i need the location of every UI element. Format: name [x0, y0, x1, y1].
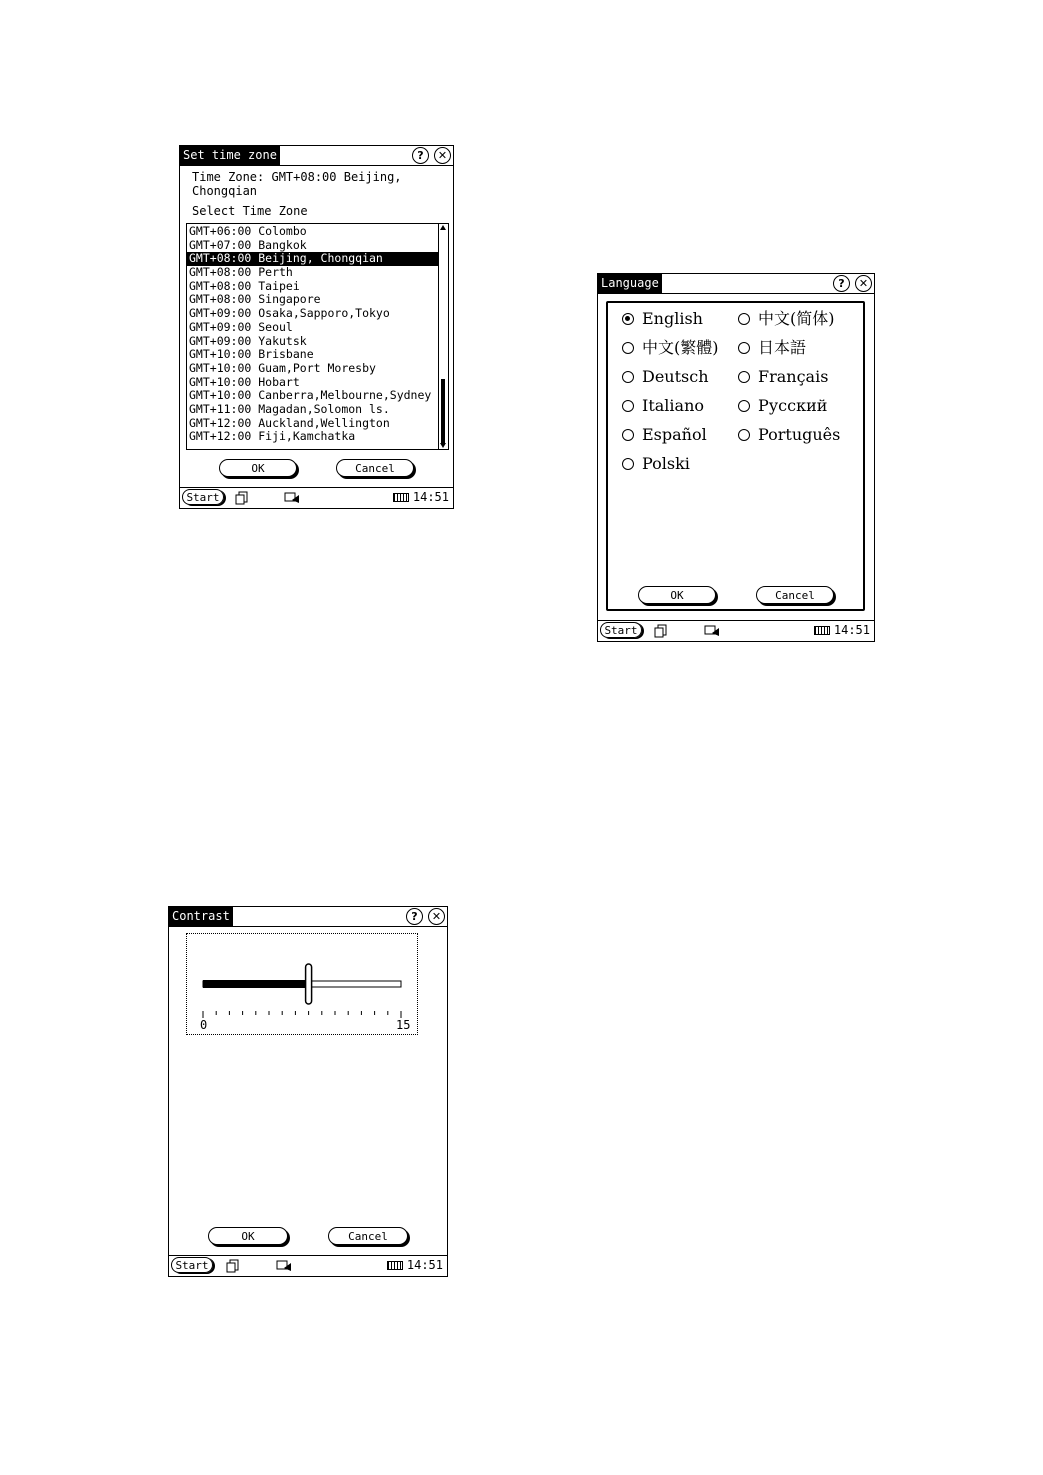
language-label: Italiano — [642, 396, 704, 415]
titlebar — [169, 907, 447, 927]
connection-icon[interactable] — [276, 1259, 292, 1273]
taskbar — [180, 487, 453, 508]
window-title: Language — [598, 274, 662, 293]
cancel-button[interactable]: Cancel — [756, 586, 834, 604]
scrollbar[interactable] — [438, 224, 448, 449]
contrast-slider[interactable] — [187, 934, 417, 1034]
start-button[interactable]: Start — [600, 622, 642, 638]
language-label: Русский — [758, 396, 828, 415]
taskbar — [169, 1255, 447, 1276]
contrast-window — [168, 906, 448, 1277]
language-option[interactable] — [738, 394, 827, 418]
clock[interactable]: 14:51 — [833, 623, 870, 637]
contrast-panel — [186, 933, 418, 1035]
task-switch-icon[interactable] — [226, 1259, 240, 1273]
timezone-list-item[interactable]: GMT+08:00 Taipei — [189, 278, 300, 293]
timezone-window — [179, 145, 454, 509]
radio-button[interactable] — [738, 342, 750, 354]
language-option[interactable] — [738, 365, 828, 389]
timezone-list-item[interactable]: GMT+10:00 Hobart — [189, 374, 300, 389]
help-icon[interactable]: ? — [833, 275, 850, 292]
timezone-list-item[interactable]: GMT+12:00 Auckland,Wellington — [189, 415, 390, 430]
slider-min-label: 0 — [200, 1018, 208, 1032]
timezone-list-item[interactable]: GMT+09:00 Osaka,Sapporo,Tokyo — [189, 306, 390, 321]
language-option[interactable] — [738, 336, 806, 360]
timezone-list-item[interactable]: GMT+08:00 Singapore — [189, 292, 321, 307]
timezone-list-item[interactable]: GMT+10:00 Canberra,Melbourne,Sydney — [189, 388, 432, 403]
current-timezone-label: Time Zone: GMT+08:00 Beijing, Chongqian — [192, 170, 402, 198]
timezone-list-item[interactable]: GMT+10:00 Guam,Port Moresby — [189, 360, 376, 375]
keyboard-icon[interactable] — [393, 493, 409, 502]
scroll-thumb[interactable] — [441, 379, 445, 444]
keyboard-icon[interactable] — [387, 1261, 403, 1270]
radio-button[interactable] — [622, 458, 634, 470]
language-label: 中文(简体) — [758, 309, 835, 328]
radio-button[interactable] — [738, 429, 750, 441]
connection-icon[interactable] — [284, 491, 300, 505]
language-label: Deutsch — [642, 367, 709, 386]
close-icon[interactable]: ✕ — [434, 147, 451, 164]
clock[interactable]: 14:51 — [412, 490, 449, 504]
radio-button[interactable] — [738, 313, 750, 325]
clock[interactable]: 14:51 — [406, 1258, 443, 1272]
language-option[interactable] — [622, 452, 690, 476]
close-icon[interactable]: ✕ — [855, 275, 872, 292]
cancel-button[interactable]: Cancel — [336, 459, 414, 477]
language-option[interactable] — [738, 423, 840, 447]
timezone-list-item[interactable]: GMT+11:00 Magadan,Solomon ls. — [189, 401, 390, 416]
timezone-list-item[interactable]: GMT+07:00 Bangkok — [189, 237, 307, 252]
titlebar — [598, 274, 874, 294]
timezone-list[interactable] — [186, 223, 449, 450]
language-option[interactable] — [622, 307, 703, 331]
connection-icon[interactable] — [704, 624, 720, 638]
timezone-list-item[interactable]: GMT+10:00 Brisbane — [189, 347, 314, 362]
radio-button[interactable] — [622, 400, 634, 412]
scroll-down-arrow-icon[interactable] — [440, 443, 446, 448]
help-icon[interactable]: ? — [412, 147, 429, 164]
scroll-up-arrow-icon[interactable] — [440, 225, 446, 230]
radio-button[interactable] — [738, 400, 750, 412]
timezone-list-item[interactable]: GMT+09:00 Yakutsk — [189, 333, 307, 348]
cancel-button[interactable]: Cancel — [328, 1227, 408, 1245]
language-label: Español — [642, 425, 707, 444]
language-label: 中文(繁體) — [642, 338, 719, 357]
slider-fill — [203, 980, 309, 988]
language-label: 日本語 — [758, 338, 807, 357]
timezone-list-item[interactable]: GMT+08:00 Perth — [189, 265, 293, 280]
window-title: Contrast — [169, 907, 233, 926]
close-icon[interactable]: ✕ — [428, 908, 445, 925]
language-window — [597, 273, 875, 642]
ok-button[interactable]: OK — [219, 459, 297, 477]
language-label: Polski — [642, 454, 690, 473]
timezone-list-item[interactable]: GMT+08:00 Beijing, Chongqian — [187, 252, 438, 266]
slider-thumb[interactable] — [306, 964, 312, 1004]
timezone-list-item[interactable]: GMT+06:00 Colombo — [189, 224, 307, 238]
ok-button[interactable]: OK — [638, 586, 716, 604]
task-switch-icon[interactable] — [654, 624, 668, 638]
language-label: English — [642, 309, 703, 328]
task-switch-icon[interactable] — [235, 491, 249, 505]
radio-button[interactable] — [622, 429, 634, 441]
radio-button[interactable] — [622, 342, 634, 354]
select-timezone-label: Select Time Zone — [192, 204, 308, 218]
start-button[interactable]: Start — [182, 489, 224, 505]
radio-button[interactable] — [622, 371, 634, 383]
language-label: Français — [758, 367, 829, 386]
window-title: Set time zone — [180, 146, 280, 165]
radio-button[interactable] — [738, 371, 750, 383]
timezone-list-item[interactable]: GMT+09:00 Seoul — [189, 319, 293, 334]
radio-button[interactable] — [622, 313, 634, 325]
keyboard-icon[interactable] — [814, 626, 830, 635]
language-option[interactable] — [622, 423, 707, 447]
language-option[interactable] — [622, 394, 704, 418]
language-option[interactable] — [738, 307, 835, 331]
ok-button[interactable]: OK — [208, 1227, 288, 1245]
timezone-list-item[interactable]: GMT+12:00 Fiji,Kamchatka — [189, 429, 356, 444]
language-option[interactable] — [622, 336, 719, 360]
taskbar — [598, 620, 874, 641]
titlebar — [180, 146, 453, 166]
slider-max-label: 15 — [396, 1018, 411, 1032]
language-option[interactable] — [622, 365, 709, 389]
help-icon[interactable]: ? — [406, 908, 423, 925]
language-label: Português — [758, 425, 841, 444]
start-button[interactable]: Start — [171, 1257, 213, 1273]
language-panel — [606, 301, 865, 611]
